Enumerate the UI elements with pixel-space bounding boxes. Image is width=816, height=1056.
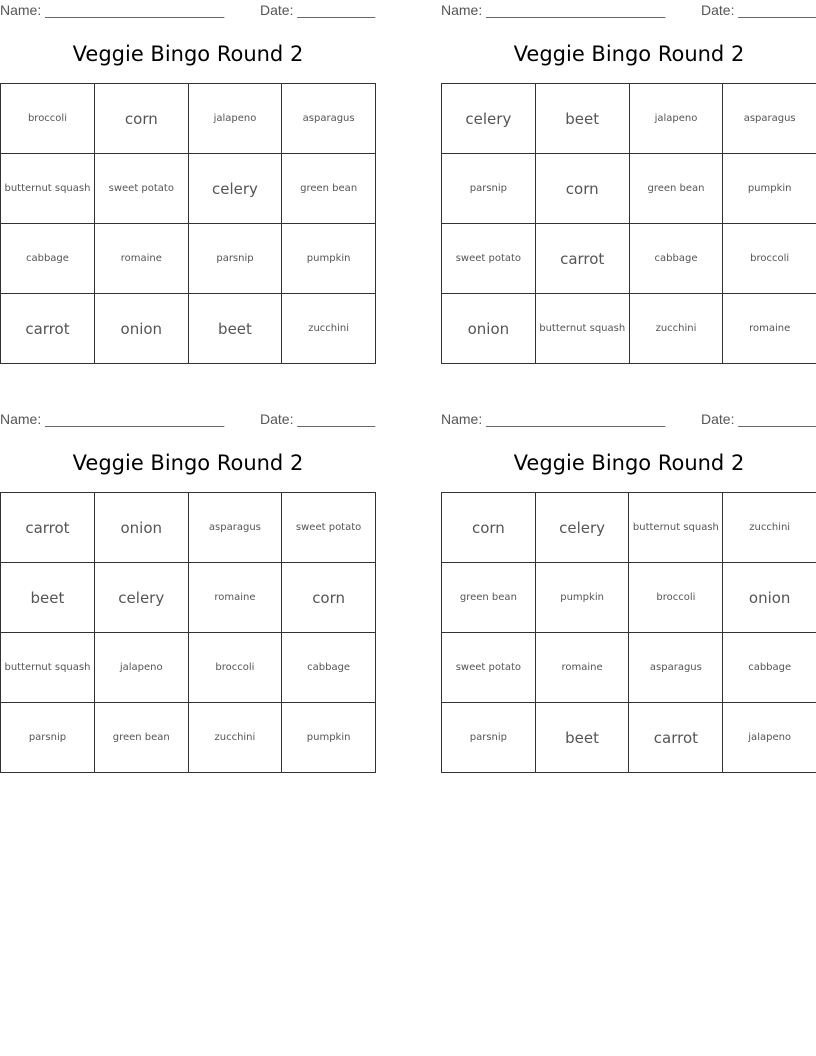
bingo-cell: butternut squash: [629, 493, 723, 563]
name-field-label: Name: _______________________: [441, 2, 666, 18]
bingo-cell: onion: [94, 493, 188, 563]
grid-row: [1, 493, 376, 563]
grid-row: [442, 294, 816, 364]
card-title: Veggie Bingo Round 2: [72, 42, 304, 66]
bingo-cell: sweet potato: [94, 154, 188, 224]
date-field-label: Date: __________: [701, 411, 816, 427]
bingo-cell: corn: [282, 563, 376, 633]
bingo-cell: carrot: [629, 703, 723, 773]
bingo-cell: carrot: [1, 294, 95, 364]
bingo-cell: asparagus: [629, 633, 723, 703]
grid-row: [442, 84, 816, 154]
bingo-cell: butternut squash: [1, 154, 95, 224]
grid-row: [442, 154, 816, 224]
grid-row: [1, 633, 376, 703]
bingo-card-2: [441, 0, 816, 370]
grid-row: [442, 493, 816, 563]
bingo-grid: [0, 83, 376, 364]
bingo-cell: corn: [94, 84, 188, 154]
bingo-cell: onion: [94, 294, 188, 364]
bingo-cell: pumpkin: [723, 154, 816, 224]
bingo-cell: zucchini: [723, 493, 816, 563]
bingo-cell: onion: [723, 563, 816, 633]
bingo-cell: zucchini: [188, 703, 282, 773]
bingo-cell: pumpkin: [282, 224, 376, 294]
grid-row: [442, 703, 816, 773]
bingo-cell: carrot: [535, 224, 629, 294]
name-field-label: Name: _______________________: [0, 2, 225, 18]
bingo-cell: green bean: [629, 154, 723, 224]
bingo-card-3: [0, 409, 376, 779]
bingo-cell: romaine: [94, 224, 188, 294]
bingo-cell: zucchini: [282, 294, 376, 364]
bingo-cell: parsnip: [188, 224, 282, 294]
bingo-cell: green bean: [282, 154, 376, 224]
bingo-cell: sweet potato: [282, 493, 376, 563]
grid-row: [1, 84, 376, 154]
bingo-grid: [441, 492, 816, 773]
date-field-label: Date: __________: [260, 2, 376, 18]
card-title: Veggie Bingo Round 2: [513, 42, 745, 66]
bingo-cell: celery: [188, 154, 282, 224]
bingo-cell: cabbage: [282, 633, 376, 703]
bingo-cell: zucchini: [629, 294, 723, 364]
bingo-cell: beet: [535, 84, 629, 154]
card-title: Veggie Bingo Round 2: [72, 451, 304, 475]
bingo-cell: sweet potato: [442, 224, 536, 294]
date-field-label: Date: __________: [260, 411, 376, 427]
bingo-cell: corn: [535, 154, 629, 224]
bingo-cell: broccoli: [188, 633, 282, 703]
bingo-cell: cabbage: [1, 224, 95, 294]
bingo-cell: jalapeno: [188, 84, 282, 154]
bingo-cell: green bean: [94, 703, 188, 773]
bingo-cell: parsnip: [1, 703, 95, 773]
grid-row: [1, 703, 376, 773]
bingo-cell: beet: [1, 563, 95, 633]
bingo-cell: celery: [442, 84, 536, 154]
card-header: [0, 2, 376, 20]
grid-row: [1, 294, 376, 364]
bingo-cell: celery: [94, 563, 188, 633]
bingo-cell: broccoli: [723, 224, 816, 294]
bingo-cell: jalapeno: [94, 633, 188, 703]
bingo-card-1: [0, 0, 376, 370]
bingo-grid: [0, 492, 376, 773]
bingo-cell: asparagus: [282, 84, 376, 154]
name-field-label: Name: _______________________: [441, 411, 666, 427]
bingo-cell: butternut squash: [1, 633, 95, 703]
bingo-cell: parsnip: [442, 703, 536, 773]
bingo-cell: romaine: [723, 294, 816, 364]
bingo-cell: broccoli: [1, 84, 95, 154]
bingo-cell: pumpkin: [282, 703, 376, 773]
card-header: [441, 2, 816, 20]
bingo-cell: butternut squash: [535, 294, 629, 364]
bingo-cell: onion: [442, 294, 536, 364]
grid-row: [442, 224, 816, 294]
grid-row: [442, 563, 816, 633]
date-field-label: Date: __________: [701, 2, 816, 18]
bingo-cell: beet: [535, 703, 629, 773]
bingo-cell: carrot: [1, 493, 95, 563]
bingo-cell: jalapeno: [723, 703, 816, 773]
card-title: Veggie Bingo Round 2: [513, 451, 745, 475]
bingo-cell: asparagus: [723, 84, 816, 154]
bingo-cell: cabbage: [723, 633, 816, 703]
name-field-label: Name: _______________________: [0, 411, 225, 427]
bingo-cell: sweet potato: [442, 633, 536, 703]
bingo-cell: corn: [442, 493, 536, 563]
bingo-cell: romaine: [535, 633, 629, 703]
bingo-cell: cabbage: [629, 224, 723, 294]
bingo-cell: green bean: [442, 563, 536, 633]
bingo-cell: pumpkin: [535, 563, 629, 633]
card-header: [441, 411, 816, 429]
bingo-cell: romaine: [188, 563, 282, 633]
bingo-cell: celery: [535, 493, 629, 563]
bingo-card-4: [441, 409, 816, 779]
card-header: [0, 411, 376, 429]
bingo-cell: parsnip: [442, 154, 536, 224]
grid-row: [1, 224, 376, 294]
grid-row: [442, 633, 816, 703]
bingo-cell: broccoli: [629, 563, 723, 633]
bingo-cell: beet: [188, 294, 282, 364]
bingo-grid: [441, 83, 816, 364]
bingo-cell: jalapeno: [629, 84, 723, 154]
grid-row: [1, 154, 376, 224]
bingo-cell: asparagus: [188, 493, 282, 563]
grid-row: [1, 563, 376, 633]
